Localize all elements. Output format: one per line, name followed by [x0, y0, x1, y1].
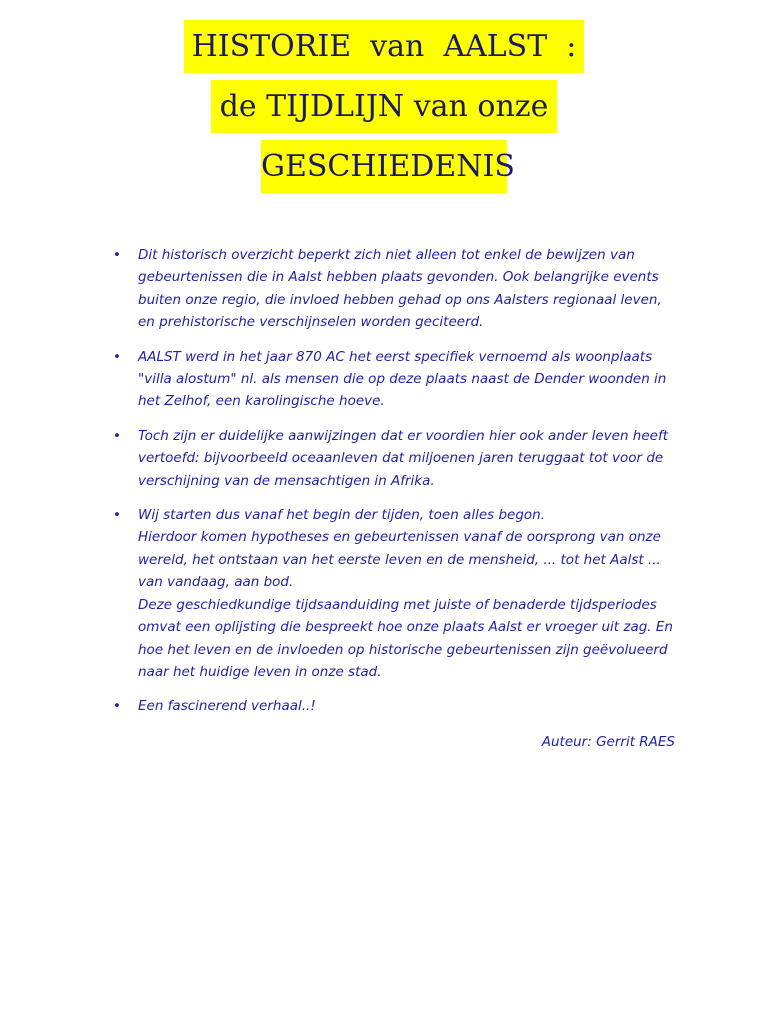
- bullet-text: AALST werd in het jaar 870 AC het eerst specifiek vernoemd als woonplaats "villa alostum" nl. als mensen die op deze plaats naast de Dender woonden in het Zelhof, een karolingische hoeve.: [138, 348, 667, 410]
- bullet-icon: •: [113, 348, 121, 365]
- list-item: [110, 425, 682, 492]
- bullet-icon: •: [113, 427, 121, 444]
- bullet-text: Wij starten dus vanaf het begin der tijden, toen alles begon. Hierdoor komen hypotheses en gebeurtenissen vanaf de oorsprong van onze wereld, het ontstaan van het eerste leven en de mensheid, ... tot het Aalst ... van vandaag, aan bod. Deze geschiedkundige tijdsaanduiding met juiste of benaderde tijdsperiodes omvat een oplijsting die bespreekt hoe onze plaats Aalst er vroeger uit zag. En hoe het leven en de invloeden op historische gebeurtenissen zijn geëvolueerd naar het huidige leven in onze stad.: [138, 507, 673, 680]
- title-line-3: GESCHIEDENIS: [261, 140, 507, 193]
- bullet-icon: •: [113, 698, 121, 715]
- list-item: [110, 695, 682, 717]
- bullet-icon: •: [113, 507, 121, 524]
- bullet-list: [110, 244, 682, 730]
- author-credit: Auteur: Gerrit RAES: [541, 734, 675, 750]
- list-item: [110, 244, 682, 334]
- title-line-2: de TIJDLIJN van onze: [211, 80, 557, 133]
- bullet-text: Toch zijn er duidelijke aanwijzingen dat er voordien hier ook ander leven heeft vertoefd: bijvoorbeeld oceaanleven dat miljoenen jaren teruggaat tot voor de verschijning van de mensachtigen in Afrika.: [138, 427, 669, 489]
- bullet-text: Een fascinerend verhaal..!: [138, 698, 316, 715]
- bullet-text: Dit historisch overzicht beperkt zich niet alleen tot enkel de bewijzen van gebeurtenissen die in Aalst hebben plaats gevonden. Ook belangrijke events buiten onze regio, die invloed hebben gehad op ons Aalsters regionaal leven, en prehistorische verschijnselen worden geciteerd.: [138, 247, 662, 331]
- title-line-1: HISTORIE van AALST :: [184, 20, 584, 73]
- bullet-icon: •: [113, 247, 121, 263]
- list-item: [110, 346, 682, 413]
- list-item: [110, 504, 682, 683]
